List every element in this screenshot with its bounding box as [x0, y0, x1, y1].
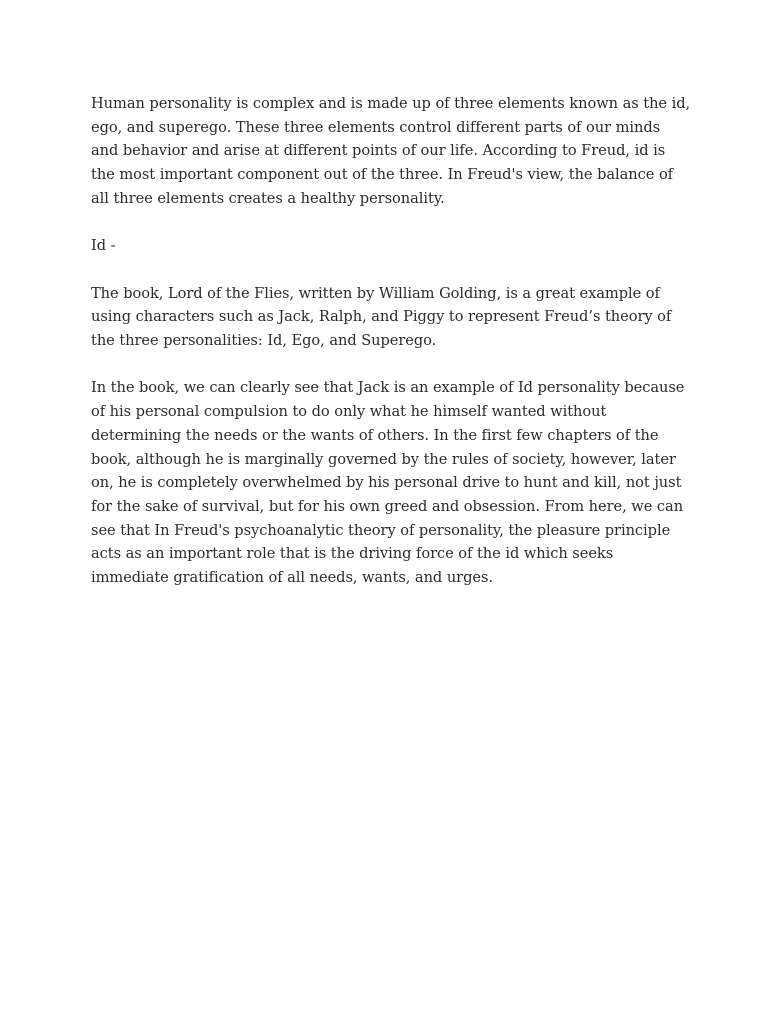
jack-id-paragraph: In the book, we can clearly see that Jack is an example of Id personality because of his personal compulsion to do only what he himself wanted without determining the needs or the wants of others. In the first few chapters of the book, although he is marginally governed by the rules of society, however, later on, he is completely overwhelmed by his personal drive to hunt and kill, not just for the sake of survival, but for his own greed and obsession. From here, we can see that In Freud's psychoanalytic theory of personality, the pleasure principle acts as an important role that is the driving force of the id which seeks immediate gratification of all needs, wants, and urges.	[91, 379, 685, 587]
document-body	[91, 92, 691, 613]
section-heading-id: Id -	[91, 237, 116, 255]
intro-paragraph: Human personality is complex and is made up of three elements known as the id, ego, and superego. These three elements control different parts of our minds and behavior and arise at different points of our life. According to Freud, id is the most important component out of the three. In Freud's view, the balance of all three elements creates a healthy personality.	[91, 95, 691, 207]
book-paragraph: The book, Lord of the Flies, written by William Golding, is a great example of using characters such as Jack, Ralph, and Piggy to represent Freud’s theory of the three personalities: Id, Ego, and Superego.	[91, 284, 672, 349]
